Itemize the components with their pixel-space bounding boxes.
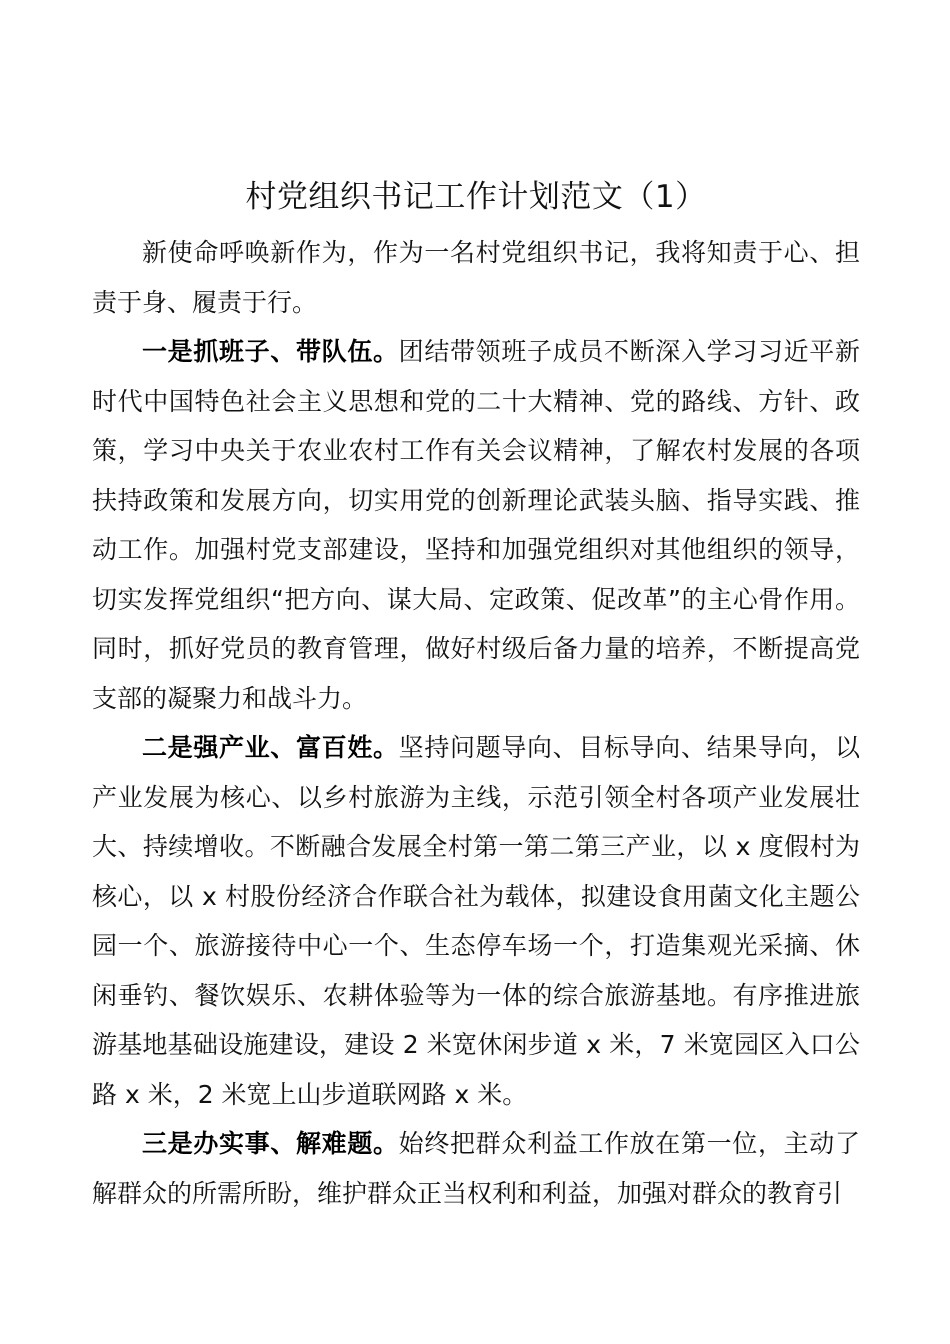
section-text-3: 始终把群众利益工作放在第一位，主动了解群众的所需所盼，维护群众正当权利和利益，加强对群众的教育引 [92, 1129, 860, 1208]
section-lead-3: 三是办实事、解难题。 [142, 1129, 399, 1158]
document-page [92, 172, 860, 1218]
section-lead-2: 二是强产业、富百姓。 [142, 733, 399, 762]
intro-paragraph: 新使命呼唤新作为，作为一名村党组织书记，我将知责于心、担责于身、履责于行。 [92, 238, 860, 317]
section-paragraph-3 [92, 1119, 860, 1218]
section-paragraph-1 [92, 327, 860, 723]
section-lead-1: 一是抓班子、带队伍。 [142, 337, 399, 366]
section-text-2: 坚持问题导向、目标导向、结果导向，以产业发展为核心、以乡村旅游为主线，示范引领全村各项产业发展壮大、持续增收。不断融合发展全村第一第二第三产业，以 x 度假村为核心，以 x 村股份经济合作联合社为载体，拟建设食用菌文化主题公园一个、旅游接待中心一个、生态停车场一个，打造集观光采摘、休闲垂钓、餐饮娱乐、农耕体验等为一体的综合旅游基地。有序推进旅游基地基础设施建设，建设 2 米宽休闲步道 x 米，7 米宽园区入口公路 x 米，2 米宽上山步道联网路 x 米。 [92, 733, 860, 1109]
section-paragraph-2 [92, 723, 860, 1119]
section-text-1: 团结带领班子成员不断深入学习习近平新时代中国特色社会主义思想和党的二十大精神、党的路线、方针、政策，学习中央关于农业农村工作有关会议精神，了解农村发展的各项扶持政策和发展方向，切实用党的创新理论武装头脑、指导实践、推动工作。加强村党支部建设，坚持和加强党组织对其他组织的领导，切实发挥党组织“把方向、谋大局、定政策、促改革”的主心骨作用。同时，抓好党员的教育管理，做好村级后备力量的培养，不断提高党支部的凝聚力和战斗力。 [92, 337, 860, 713]
document-title: 村党组织书记工作计划范文（1） [245, 179, 707, 215]
